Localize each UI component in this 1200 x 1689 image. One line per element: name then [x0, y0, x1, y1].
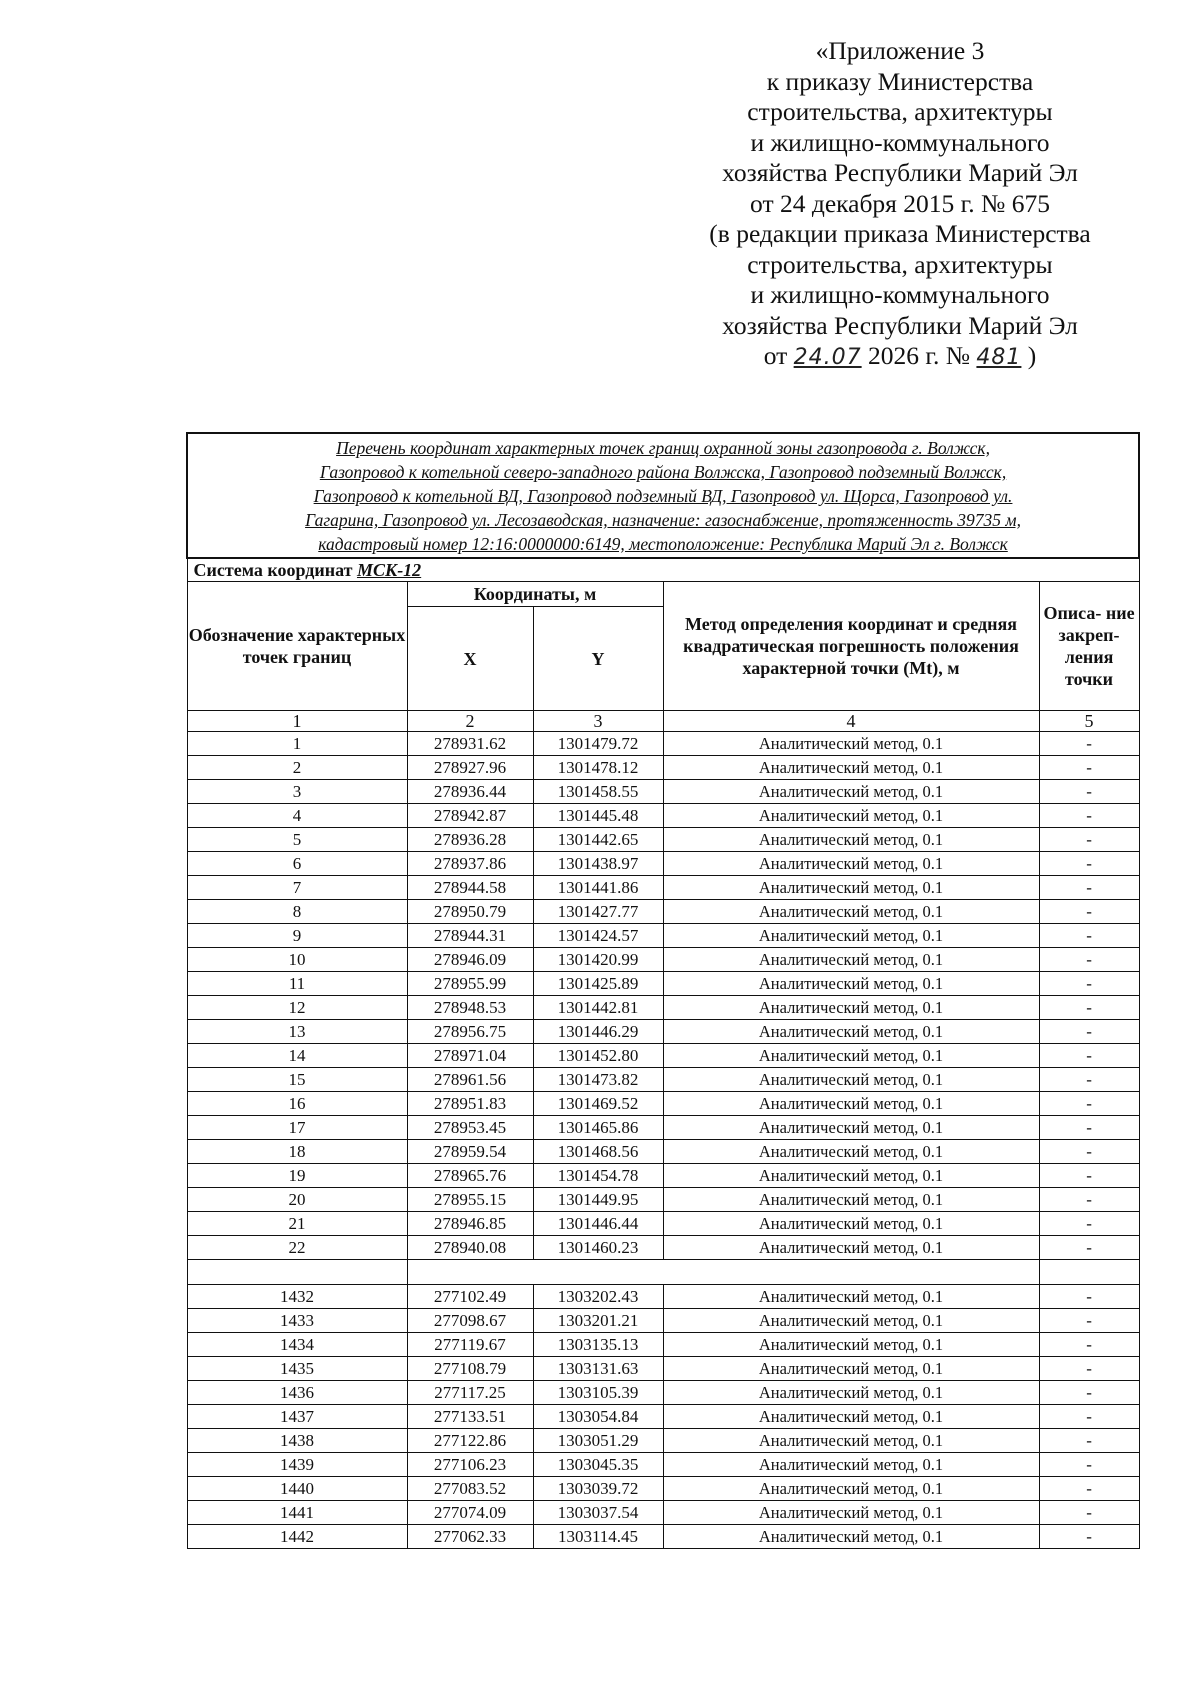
x-coordinate-cell: 277117.25 — [407, 1381, 533, 1405]
point-number-cell: 2 — [187, 756, 407, 780]
table-row — [187, 1405, 1139, 1429]
point-number-cell: 22 — [187, 1236, 407, 1260]
method-cell: Аналитический метод, 0.1 — [663, 1020, 1039, 1044]
y-coordinate-cell: 1301449.95 — [533, 1188, 663, 1212]
x-coordinate-cell: 278956.75 — [407, 1020, 533, 1044]
method-cell: Аналитический метод, 0.1 — [663, 1044, 1039, 1068]
coordinate-system-name: МСК-12 — [356, 559, 422, 580]
table-row — [187, 1429, 1139, 1453]
gap-cell — [1039, 1260, 1139, 1285]
point-number-cell: 13 — [187, 1020, 407, 1044]
x-coordinate-cell: 278944.31 — [407, 924, 533, 948]
point-number-cell: 1439 — [187, 1453, 407, 1477]
table-row — [187, 828, 1139, 852]
point-number-cell: 20 — [187, 1188, 407, 1212]
method-cell: Аналитический метод, 0.1 — [663, 1164, 1039, 1188]
x-coordinate-cell: 277083.52 — [407, 1477, 533, 1501]
handwritten-number: 481 — [976, 345, 1022, 370]
point-number-cell: 1433 — [187, 1309, 407, 1333]
y-coordinate-cell: 1301478.12 — [533, 756, 663, 780]
y-coordinate-cell: 1303039.72 — [533, 1477, 663, 1501]
y-coordinate-cell: 1301460.23 — [533, 1236, 663, 1260]
x-coordinate-cell: 278950.79 — [407, 900, 533, 924]
x-coordinate-cell: 277106.23 — [407, 1453, 533, 1477]
point-number-cell: 1440 — [187, 1477, 407, 1501]
column-number: 3 — [533, 711, 663, 732]
point-number-cell: 1435 — [187, 1357, 407, 1381]
table-row — [187, 1044, 1139, 1068]
table-row — [187, 948, 1139, 972]
table-row — [187, 1212, 1139, 1236]
table-row — [187, 780, 1139, 804]
method-cell: Аналитический метод, 0.1 — [663, 948, 1039, 972]
y-coordinate-cell: 1301452.80 — [533, 1044, 663, 1068]
point-number-cell: 17 — [187, 1116, 407, 1140]
table-row — [187, 1453, 1139, 1477]
handwritten-date: 24.07 — [793, 345, 862, 370]
description-cell: - — [1039, 1020, 1139, 1044]
method-cell: Аналитический метод, 0.1 — [663, 1525, 1039, 1549]
method-cell: Аналитический метод, 0.1 — [663, 780, 1039, 804]
method-cell: Аналитический метод, 0.1 — [663, 900, 1039, 924]
y-coordinate-cell: 1301445.48 — [533, 804, 663, 828]
description-cell: - — [1039, 1357, 1139, 1381]
method-cell: Аналитический метод, 0.1 — [663, 1333, 1039, 1357]
description-cell: - — [1039, 756, 1139, 780]
description-cell: - — [1039, 1285, 1139, 1309]
method-cell: Аналитический метод, 0.1 — [663, 1188, 1039, 1212]
table-row — [187, 1236, 1139, 1260]
description-cell: - — [1039, 972, 1139, 996]
header-line: «Приложение 3 — [815, 36, 985, 65]
caption-line: Газопровод к котельной северо-западного района Волжска, Газопровод подземный Волжск, — [319, 462, 1007, 482]
table-row — [187, 1068, 1139, 1092]
method-cell: Аналитический метод, 0.1 — [663, 1092, 1039, 1116]
header-line: (в редакции приказа Министерства — [709, 219, 1091, 248]
x-coordinate-cell: 278959.54 — [407, 1140, 533, 1164]
x-coordinate-cell: 277098.67 — [407, 1309, 533, 1333]
method-cell: Аналитический метод, 0.1 — [663, 852, 1039, 876]
description-cell: - — [1039, 1405, 1139, 1429]
method-cell: Аналитический метод, 0.1 — [663, 1068, 1039, 1092]
method-cell: Аналитический метод, 0.1 — [663, 1116, 1039, 1140]
description-cell: - — [1039, 1429, 1139, 1453]
y-coordinate-cell: 1301479.72 — [533, 732, 663, 756]
description-cell: - — [1039, 1044, 1139, 1068]
x-coordinate-cell: 277062.33 — [407, 1525, 533, 1549]
description-cell: - — [1039, 1068, 1139, 1092]
point-number-cell: 21 — [187, 1212, 407, 1236]
x-coordinate-cell: 278927.96 — [407, 756, 533, 780]
method-cell: Аналитический метод, 0.1 — [663, 756, 1039, 780]
method-cell: Аналитический метод, 0.1 — [663, 1429, 1039, 1453]
caption-line: Гагарина, Газопровод ул. Лесозаводская, назначение: газоснабжение, протяженность 39735 м, — [305, 510, 1021, 530]
y-coordinate-cell: 1303051.29 — [533, 1429, 663, 1453]
method-cell: Аналитический метод, 0.1 — [663, 996, 1039, 1020]
description-cell: - — [1039, 1501, 1139, 1525]
point-number-cell: 14 — [187, 1044, 407, 1068]
description-cell: - — [1039, 924, 1139, 948]
coordinate-system-row — [187, 558, 1139, 582]
table-row — [187, 1164, 1139, 1188]
method-cell: Аналитический метод, 0.1 — [663, 1140, 1039, 1164]
header-method: Метод определения координат и средняя квадратическая погрешность положения характерной точки (Mt), м — [663, 582, 1039, 711]
description-cell: - — [1039, 1309, 1139, 1333]
method-cell: Аналитический метод, 0.1 — [663, 924, 1039, 948]
x-coordinate-cell: 278965.76 — [407, 1164, 533, 1188]
x-coordinate-cell: 277108.79 — [407, 1357, 533, 1381]
method-cell: Аналитический метод, 0.1 — [663, 1357, 1039, 1381]
table-row — [187, 1357, 1139, 1381]
method-cell: Аналитический метод, 0.1 — [663, 972, 1039, 996]
x-coordinate-cell: 278946.09 — [407, 948, 533, 972]
x-coordinate-cell: 278955.99 — [407, 972, 533, 996]
point-number-cell: 11 — [187, 972, 407, 996]
y-coordinate-cell: 1301469.52 — [533, 1092, 663, 1116]
column-number: 5 — [1039, 711, 1139, 732]
table-row — [187, 1309, 1139, 1333]
table-caption — [187, 433, 1139, 558]
document-header — [640, 36, 1160, 374]
point-number-cell: 19 — [187, 1164, 407, 1188]
description-cell: - — [1039, 780, 1139, 804]
table-row — [187, 732, 1139, 756]
header-x: X — [407, 607, 533, 711]
y-coordinate-cell: 1303202.43 — [533, 1285, 663, 1309]
description-cell: - — [1039, 828, 1139, 852]
table-row — [187, 876, 1139, 900]
point-number-cell: 8 — [187, 900, 407, 924]
description-cell: - — [1039, 1212, 1139, 1236]
y-coordinate-cell: 1303131.63 — [533, 1357, 663, 1381]
point-number-cell: 1441 — [187, 1501, 407, 1525]
description-cell: - — [1039, 948, 1139, 972]
y-coordinate-cell: 1301442.81 — [533, 996, 663, 1020]
point-number-cell: 15 — [187, 1068, 407, 1092]
closing-paren: ) — [1027, 341, 1037, 370]
method-cell: Аналитический метод, 0.1 — [663, 804, 1039, 828]
header-line: строительства, архитектуры — [747, 97, 1053, 126]
description-cell: - — [1039, 900, 1139, 924]
point-number-cell: 3 — [187, 780, 407, 804]
table-row — [187, 1116, 1139, 1140]
x-coordinate-cell: 277119.67 — [407, 1333, 533, 1357]
y-coordinate-cell: 1301473.82 — [533, 1068, 663, 1092]
header-y: Y — [533, 607, 663, 711]
column-number: 2 — [407, 711, 533, 732]
table-row — [187, 1501, 1139, 1525]
method-cell: Аналитический метод, 0.1 — [663, 1285, 1039, 1309]
table-row — [187, 852, 1139, 876]
column-number: 1 — [187, 711, 407, 732]
method-cell: Аналитический метод, 0.1 — [663, 1477, 1039, 1501]
x-coordinate-cell: 278946.85 — [407, 1212, 533, 1236]
y-coordinate-cell: 1301446.29 — [533, 1020, 663, 1044]
x-coordinate-cell: 277122.86 — [407, 1429, 533, 1453]
method-cell: Аналитический метод, 0.1 — [663, 876, 1039, 900]
x-coordinate-cell: 278953.45 — [407, 1116, 533, 1140]
column-number: 4 — [663, 711, 1039, 732]
y-coordinate-cell: 1301427.77 — [533, 900, 663, 924]
y-coordinate-cell: 1301425.89 — [533, 972, 663, 996]
header-coordinates: Координаты, м — [407, 582, 663, 607]
description-cell: - — [1039, 732, 1139, 756]
x-coordinate-cell: 278955.15 — [407, 1188, 533, 1212]
point-number-cell: 16 — [187, 1092, 407, 1116]
caption-line: кадастровый номер 12:16:0000000:6149, местоположение: Республика Марий Эл г. Волжск — [318, 534, 1008, 554]
description-cell: - — [1039, 804, 1139, 828]
description-cell: - — [1039, 1236, 1139, 1260]
table-row — [187, 1285, 1139, 1309]
x-coordinate-cell: 278936.44 — [407, 780, 533, 804]
point-number-cell: 5 — [187, 828, 407, 852]
table-row — [187, 1477, 1139, 1501]
method-cell: Аналитический метод, 0.1 — [663, 828, 1039, 852]
x-coordinate-cell: 278936.28 — [407, 828, 533, 852]
description-cell: - — [1039, 1525, 1139, 1549]
x-coordinate-cell: 278961.56 — [407, 1068, 533, 1092]
header-line: и жилищно-коммунального — [750, 127, 1050, 157]
x-coordinate-cell: 278951.83 — [407, 1092, 533, 1116]
point-number-cell: 1438 — [187, 1429, 407, 1453]
point-number-cell: 6 — [187, 852, 407, 876]
point-number-cell: 1 — [187, 732, 407, 756]
y-coordinate-cell: 1303135.13 — [533, 1333, 663, 1357]
table-row — [187, 900, 1139, 924]
x-coordinate-cell: 278944.58 — [407, 876, 533, 900]
method-cell: Аналитический метод, 0.1 — [663, 1309, 1039, 1333]
table-row — [187, 1020, 1139, 1044]
method-cell: Аналитический метод, 0.1 — [663, 1453, 1039, 1477]
caption-line: Перечень координат характерных точек границ охранной зоны газопровода г. Волжск, — [336, 438, 990, 458]
description-cell: - — [1039, 1381, 1139, 1405]
header-designation: Обозначение характерных точек границ — [187, 582, 407, 711]
point-number-cell: 1442 — [187, 1525, 407, 1549]
method-cell: Аналитический метод, 0.1 — [663, 1236, 1039, 1260]
y-coordinate-cell: 1301468.56 — [533, 1140, 663, 1164]
description-cell: - — [1039, 1140, 1139, 1164]
point-number-cell: 4 — [187, 804, 407, 828]
y-coordinate-cell: 1303114.45 — [533, 1525, 663, 1549]
table-row — [187, 1188, 1139, 1212]
y-coordinate-cell: 1303054.84 — [533, 1405, 663, 1429]
date-prefix: от — [763, 341, 788, 370]
x-coordinate-cell: 278937.86 — [407, 852, 533, 876]
y-coordinate-cell: 1301454.78 — [533, 1164, 663, 1188]
y-coordinate-cell: 1301465.86 — [533, 1116, 663, 1140]
table-row — [187, 1525, 1139, 1549]
point-number-cell: 10 — [187, 948, 407, 972]
header-date-line — [640, 341, 1160, 374]
caption-line: Газопровод к котельной ВД, Газопровод подземный ВД, Газопровод ул. Щорса, Газопровод ул. — [313, 486, 1013, 506]
point-number-cell: 18 — [187, 1140, 407, 1164]
point-number-cell: 7 — [187, 876, 407, 900]
x-coordinate-cell: 277102.49 — [407, 1285, 533, 1309]
description-cell: - — [1039, 1333, 1139, 1357]
table-row — [187, 1092, 1139, 1116]
table-row — [187, 924, 1139, 948]
coordinates-table — [186, 432, 1140, 1549]
y-coordinate-cell: 1301420.99 — [533, 948, 663, 972]
method-cell: Аналитический метод, 0.1 — [663, 732, 1039, 756]
y-coordinate-cell: 1301424.57 — [533, 924, 663, 948]
table-row — [187, 996, 1139, 1020]
y-coordinate-cell: 1301438.97 — [533, 852, 663, 876]
date-suffix: 2026 г. № — [868, 341, 971, 370]
point-number-cell: 9 — [187, 924, 407, 948]
point-number-cell: 1432 — [187, 1285, 407, 1309]
table-row — [187, 756, 1139, 780]
x-coordinate-cell: 278942.87 — [407, 804, 533, 828]
header-line: хозяйства Республики Марий Эл — [722, 310, 1078, 340]
header-line: хозяйства Республики Марий Эл — [722, 158, 1078, 187]
header-line: к приказу Министерства — [766, 66, 1034, 96]
table-row — [187, 1140, 1139, 1164]
method-cell: Аналитический метод, 0.1 — [663, 1405, 1039, 1429]
y-coordinate-cell: 1303045.35 — [533, 1453, 663, 1477]
point-number-cell: 1437 — [187, 1405, 407, 1429]
y-coordinate-cell: 1303105.39 — [533, 1381, 663, 1405]
omitted-rows-gap — [187, 1260, 1139, 1285]
y-coordinate-cell: 1301442.65 — [533, 828, 663, 852]
coordinate-system-label: Система координат — [193, 559, 353, 580]
header-description: Описа- ние закреп- ления точки — [1039, 582, 1139, 711]
description-cell: - — [1039, 1453, 1139, 1477]
x-coordinate-cell: 278971.04 — [407, 1044, 533, 1068]
method-cell: Аналитический метод, 0.1 — [663, 1501, 1039, 1525]
x-coordinate-cell: 277133.51 — [407, 1405, 533, 1429]
description-cell: - — [1039, 852, 1139, 876]
description-cell: - — [1039, 1164, 1139, 1188]
gap-cell — [407, 1260, 1039, 1285]
x-coordinate-cell: 278940.08 — [407, 1236, 533, 1260]
x-coordinate-cell: 277074.09 — [407, 1501, 533, 1525]
point-number-cell: 1434 — [187, 1333, 407, 1357]
description-cell: - — [1039, 996, 1139, 1020]
table-row — [187, 1333, 1139, 1357]
table-row — [187, 972, 1139, 996]
y-coordinate-cell: 1301441.86 — [533, 876, 663, 900]
y-coordinate-cell: 1301458.55 — [533, 780, 663, 804]
description-cell: - — [1039, 1477, 1139, 1501]
header-line: и жилищно-коммунального — [750, 280, 1050, 309]
method-cell: Аналитический метод, 0.1 — [663, 1212, 1039, 1236]
header-line: строительства, архитектуры — [747, 249, 1053, 279]
method-cell: Аналитический метод, 0.1 — [663, 1381, 1039, 1405]
column-number-row — [187, 711, 1139, 732]
description-cell: - — [1039, 876, 1139, 900]
point-number-cell: 1436 — [187, 1381, 407, 1405]
y-coordinate-cell: 1301446.44 — [533, 1212, 663, 1236]
x-coordinate-cell: 278948.53 — [407, 996, 533, 1020]
gap-cell — [187, 1260, 407, 1285]
point-number-cell: 12 — [187, 996, 407, 1020]
description-cell: - — [1039, 1188, 1139, 1212]
description-cell: - — [1039, 1092, 1139, 1116]
x-coordinate-cell: 278931.62 — [407, 732, 533, 756]
y-coordinate-cell: 1303201.21 — [533, 1309, 663, 1333]
table-row — [187, 1381, 1139, 1405]
header-line: от 24 декабря 2015 г. № 675 — [750, 188, 1050, 218]
description-cell: - — [1039, 1116, 1139, 1140]
y-coordinate-cell: 1303037.54 — [533, 1501, 663, 1525]
table-row — [187, 804, 1139, 828]
